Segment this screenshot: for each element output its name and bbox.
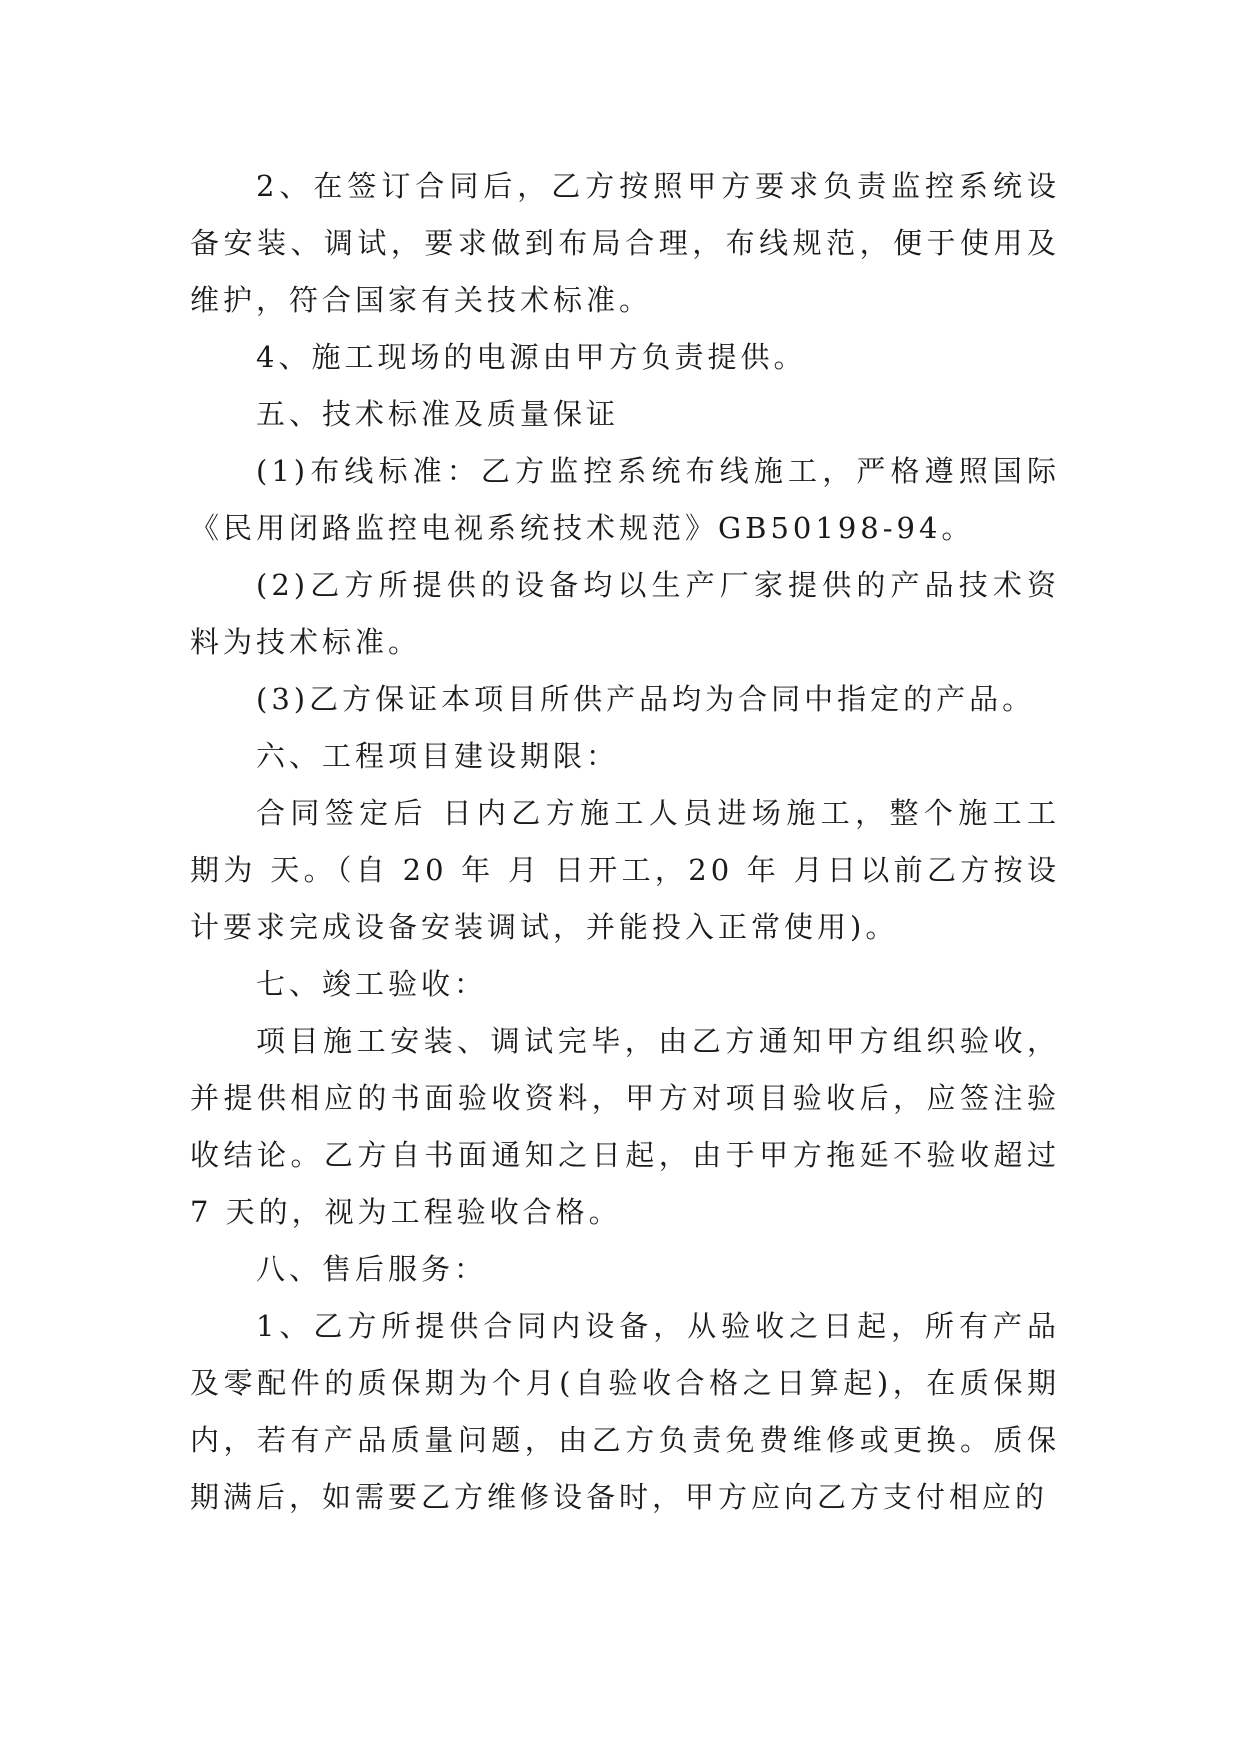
document-body <box>190 158 1060 1526</box>
paragraph-warranty: 1、乙方所提供合同内设备，从验收之日起，所有产品及零配件的质保期为个月(自验收合格之日算起)，在质保期内，若有产品质量问题，由乙方负责免费维修或更换。质保期满后，如需要乙方维修设备时，甲方应向乙方支付相应的 <box>190 1309 1060 1514</box>
section-heading-acceptance: 七、竣工验收： <box>256 967 488 1001</box>
paragraph-acceptance-procedure: 项目施工安装、调试完毕，由乙方通知甲方组织验收，并提供相应的书面验收资料，甲方对项目验收后，应签注验收结论。乙方自书面通知之日起，由于甲方拖延不验收超过 7 天的，视为工程验收合格。 <box>190 1024 1060 1229</box>
paragraph-product-guarantee: (3)乙方保证本项目所供产品均为合同中指定的产品。 <box>256 682 1036 716</box>
paragraph-equipment-standard: (2)乙方所提供的设备均以生产厂家提供的产品技术资料为技术标准。 <box>190 568 1060 659</box>
paragraph-power-supply: 4、施工现场的电源由甲方负责提供。 <box>256 340 807 374</box>
paragraph-construction-schedule: 合同签定后 日内乙方施工人员进场施工，整个施工工期为 天。（自 20 年 月 日开工，20 年 月日以前乙方按设计要求完成设备安装调试，并能投入正常使用)。 <box>190 796 1060 944</box>
section-heading-construction-period: 六、工程项目建设期限： <box>256 739 620 773</box>
paragraph-wiring-standard: (1)布线标准：乙方监控系统布线施工，严格遵照国际《民用闭路监控电视系统技术规范》GB50198-94。 <box>190 454 1060 545</box>
paragraph-installation-requirement: 2、在签订合同后，乙方按照甲方要求负责监控系统设备安装、调试，要求做到布局合理，布线规范，便于使用及维护，符合国家有关技术标准。 <box>190 169 1060 317</box>
section-heading-after-sales: 八、售后服务： <box>256 1252 488 1286</box>
section-heading-technical-standards: 五、技术标准及质量保证 <box>256 397 620 431</box>
